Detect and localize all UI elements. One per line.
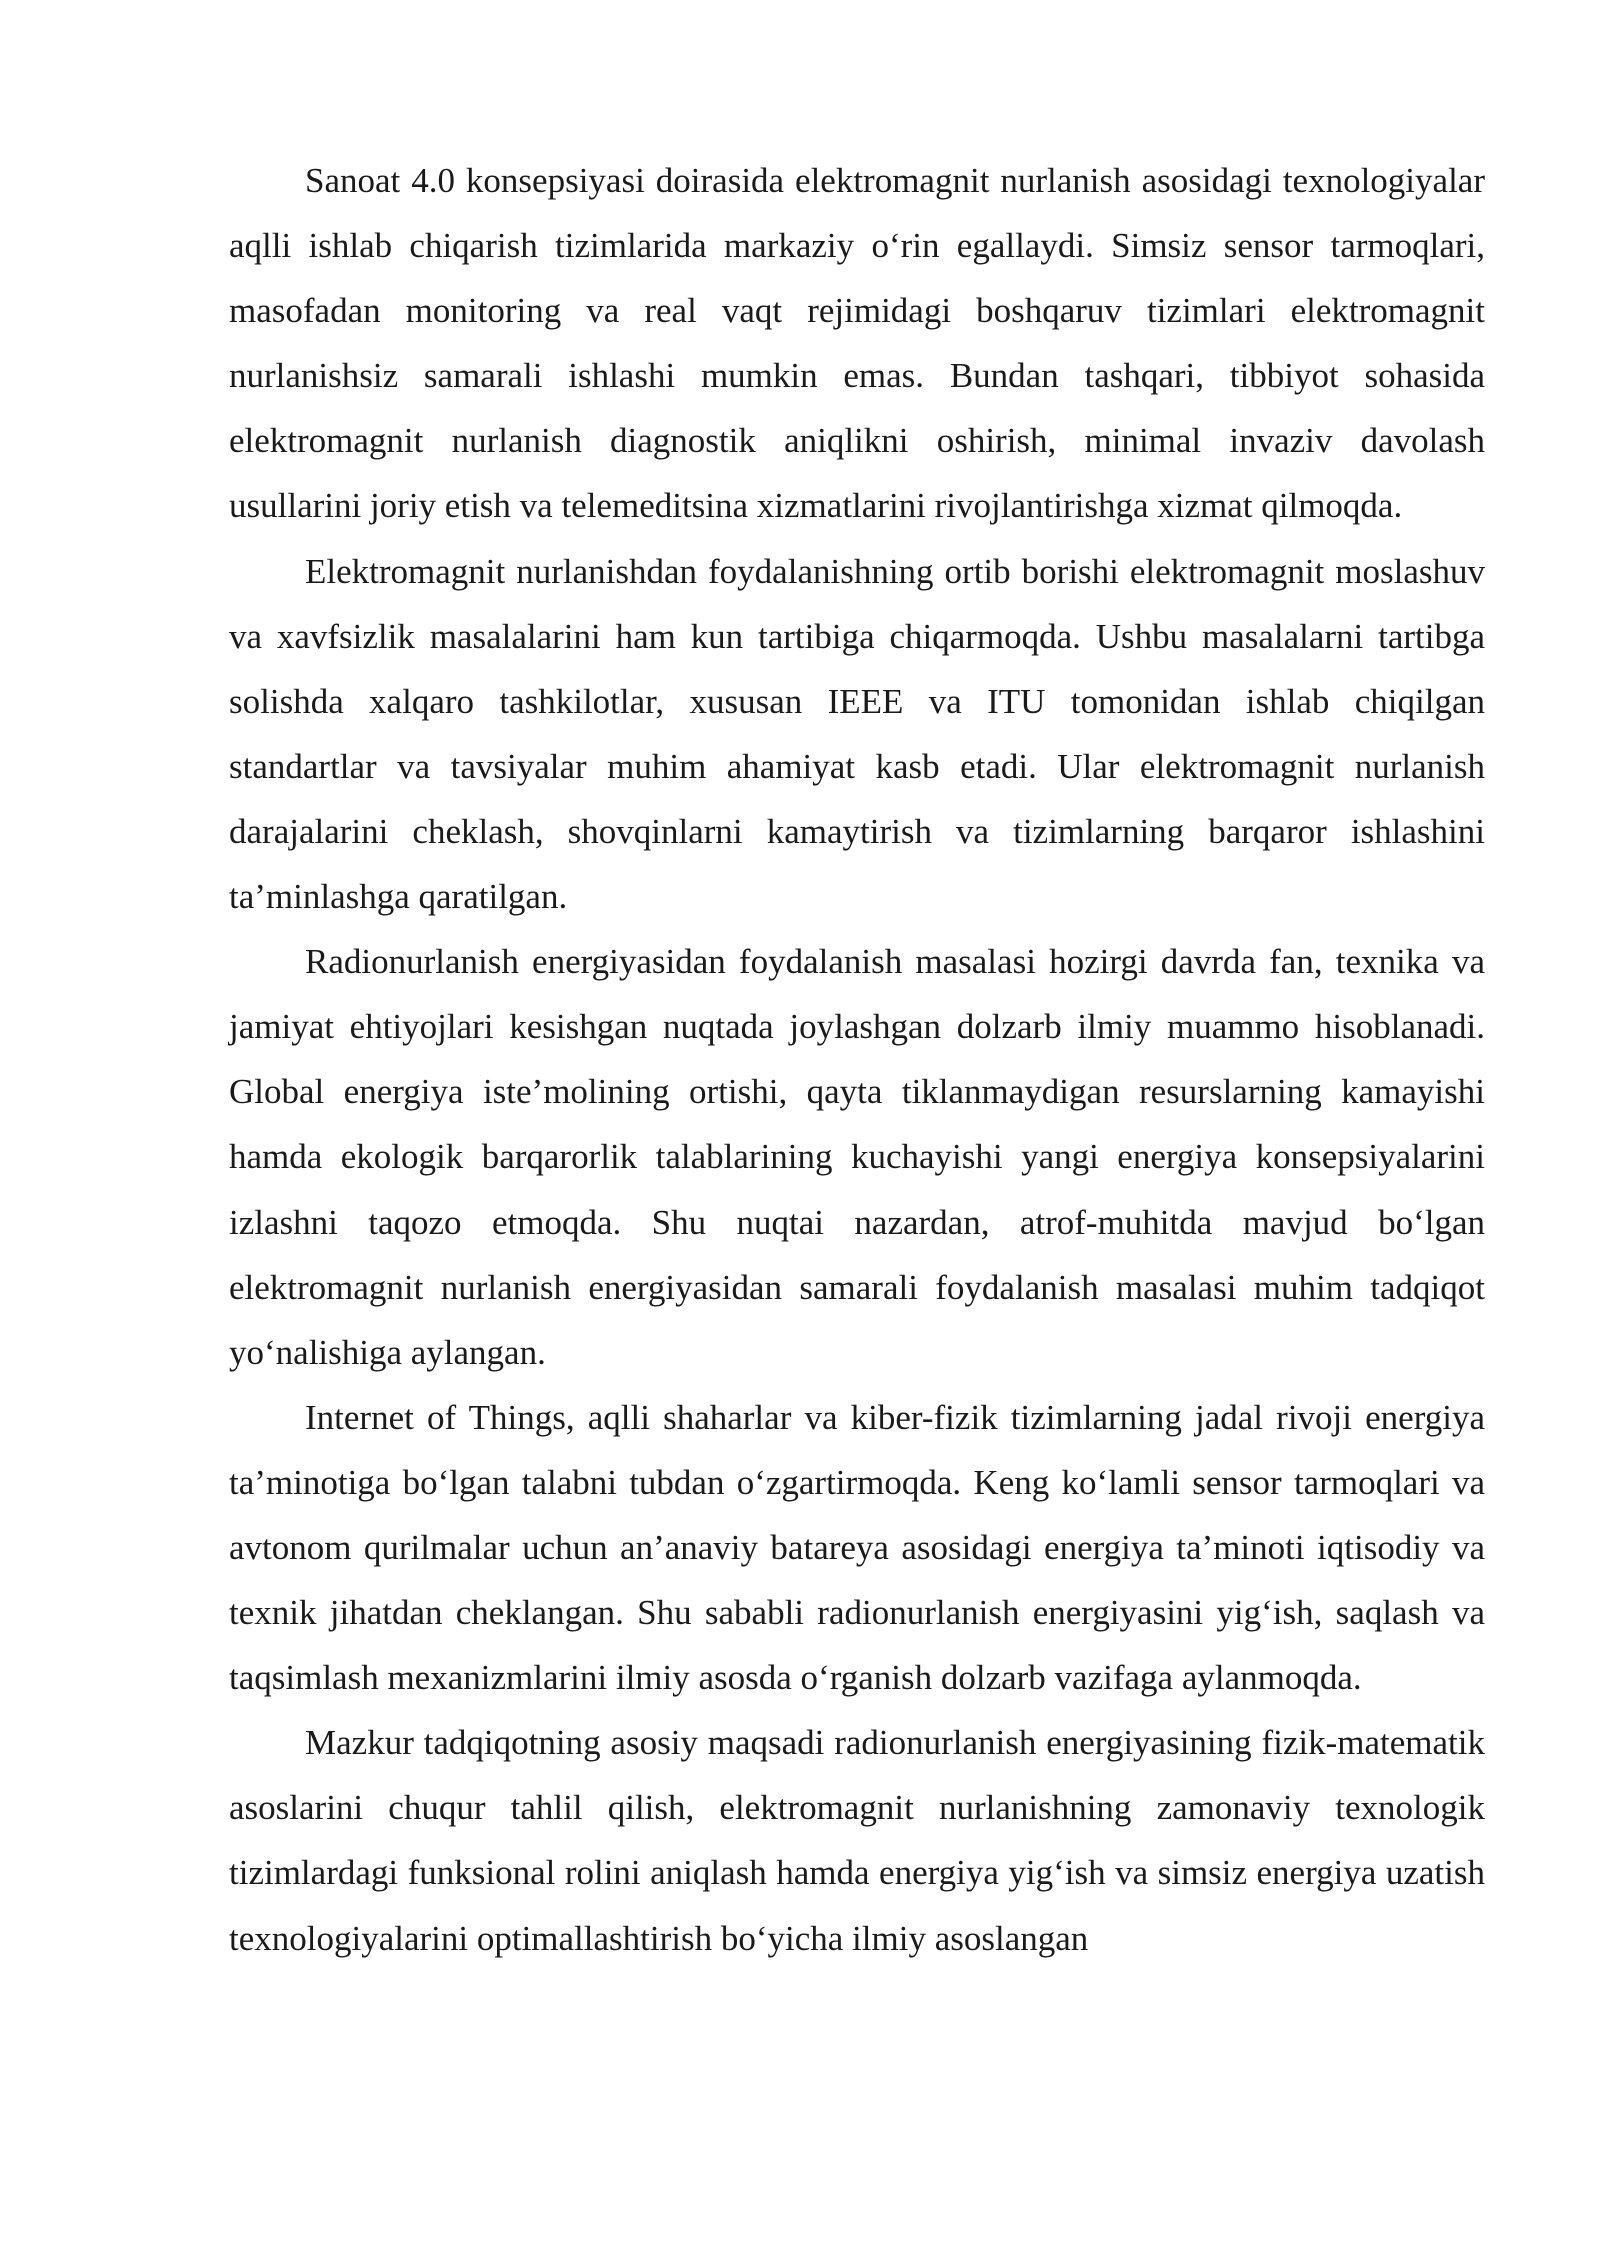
body-text (229, 148, 1485, 1971)
paragraph: Radionurlanish energiyasidan foydalanish masalasi hozirgi davrda fan, texnika va jamiyat ehtiyojlari kesishgan nuqtada joylashgan dolzarb ilmiy muammo hisoblanadi. Global energiya iste’molining ortishi, qayta tiklanmaydigan resurslarning kamayishi hamda ekologik barqarorlik talablarining kuchayishi yangi energiya konsepsiyalarini izlashni taqozo etmoqda. Shu nuqtai nazardan, atrof-muhitda mavjud bo‘lgan elektromagnit nurlanish energiyasidan samarali foydalanish masalasi muhim tadqiqot yo‘nalishiga aylangan. (229, 942, 1485, 1372)
paragraph: Elektromagnit nurlanishdan foydalanishning ortib borishi elektromagnit moslashuv va xavfsizlik masalalarini ham kun tartibiga chiqarmoqda. Ushbu masalalarni tartibga solishda xalqaro tashkilotlar, xususan IEEE va ITU tomonidan ishlab chiqilgan standartlar va tavsiyalar muhim ahamiyat kasb etadi. Ular elektromagnit nurlanish darajalarini cheklash, shovqinlarni kamaytirish va tizimlarning barqaror ishlashini ta’minlashga qaratilgan. (229, 551, 1485, 917)
paragraph: Mazkur tadqiqotning asosiy maqsadi radionurlanish energiyasining fizik-matematik asoslarini chuqur tahlil qilish, elektromagnit nurlanishning zamonaviy texnologik tizimlardagi funksional rolini aniqlash hamda energiya yig‘ish va simsiz energiya uzatish texnologiyalarini optimallashtirish bo‘yicha ilmiy asoslangan (229, 1723, 1485, 1958)
paragraph: Internet of Things, aqlli shaharlar va kiber-fizik tizimlarning jadal rivoji energiya ta’minotiga bo‘lgan talabni tubdan o‘zgartirmoqda. Keng ko‘lamli sensor tarmoqlari va avtonom qurilmalar uchun an’anaviy batareya asosidagi energiya ta’minoti iqtisodiy va texnik jihatdan cheklangan. Shu sababli radionurlanish energiyasini yig‘ish, saqlash va taqsimlash mexanizmlarini ilmiy asosda o‘rganish dolzarb vazifaga aylanmoqda. (229, 1397, 1485, 1698)
paragraph: Sanoat 4.0 konsepsiyasi doirasida elektromagnit nurlanish asosidagi texnologiyalar aqlli ishlab chiqarish tizimlarida markaziy o‘rin egallaydi. Simsiz sensor tarmoqlari, masofadan monitoring va real vaqt rejimidagi boshqaruv tizimlari elektromagnit nurlanishsiz samarali ishlashi mumkin emas. Bundan tashqari, tibbiyot sohasida elektromagnit nurlanish diagnostik aniqlikni oshirish, minimal invaziv davolash usullarini joriy etish va telemeditsina xizmatlarini rivojlantirishga xizmat qilmoqda. (229, 161, 1485, 526)
